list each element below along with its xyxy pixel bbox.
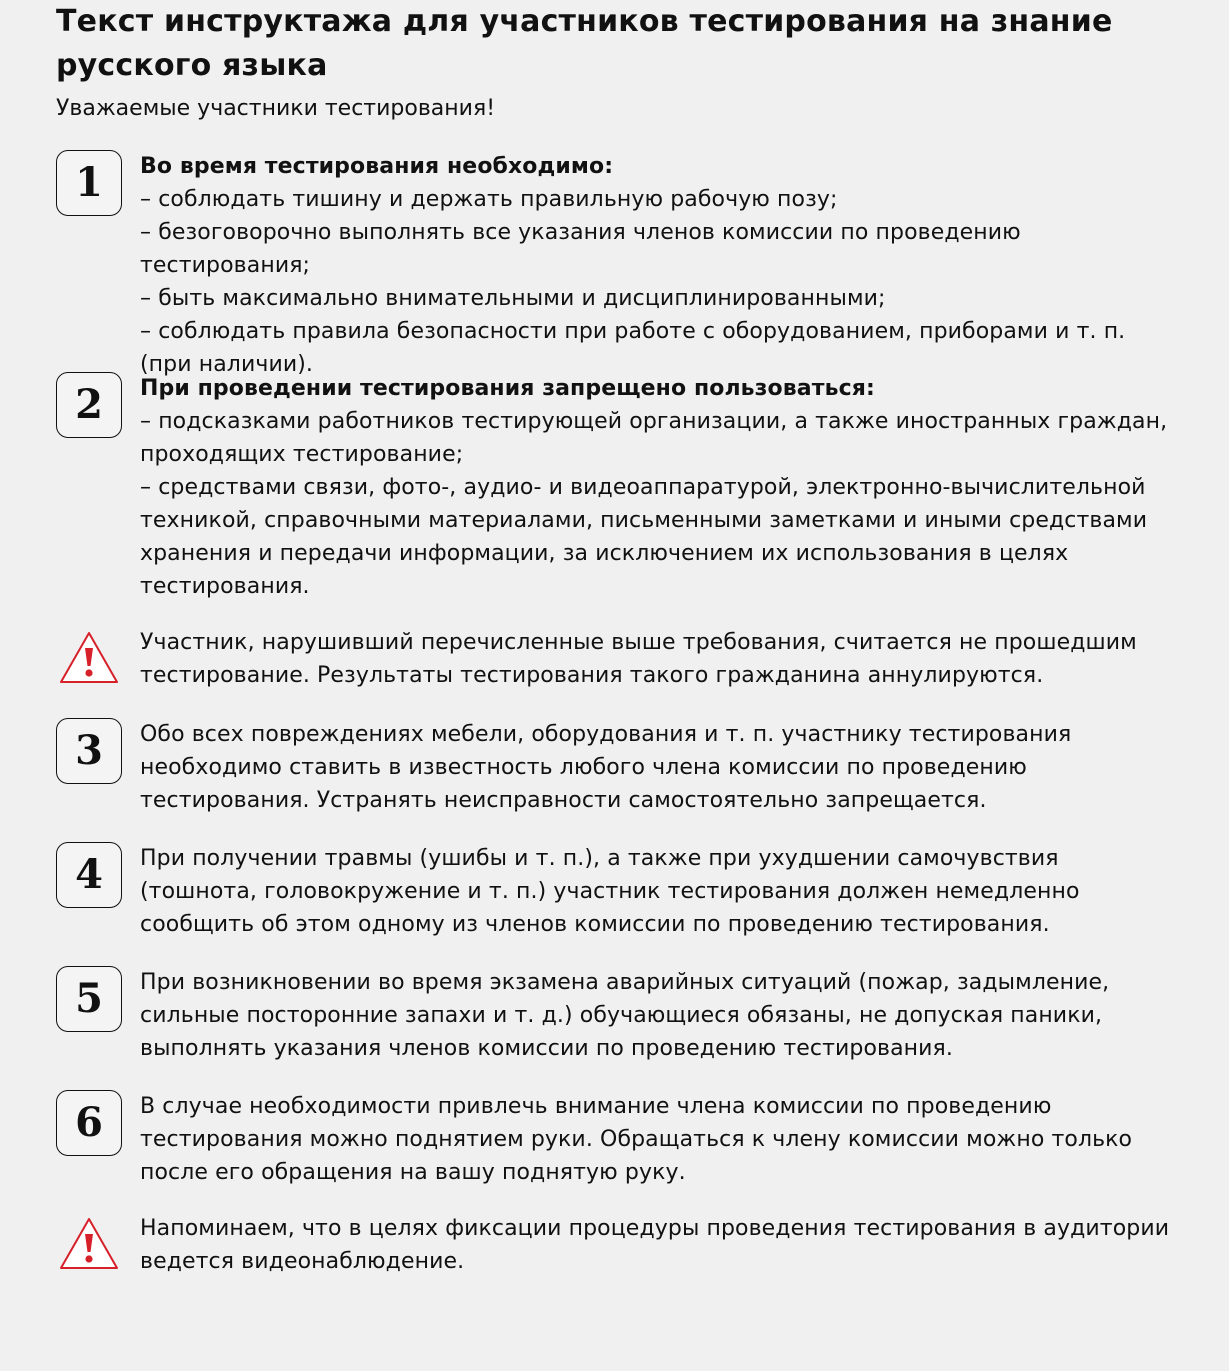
item-line: – соблюдать тишину и держать правильную рабочую позу; bbox=[140, 187, 838, 212]
item-line: – подсказками работников тестирующей организации, а также иностранных граждан, проходящих тестирование; bbox=[140, 409, 1168, 467]
item-text: Напоминаем, что в целях фиксации процедуры проведения тестирования в аудитории ведется видеонаблюдение. bbox=[140, 1216, 1170, 1274]
page-title: Текст инструктажа для участников тестирования на знание русского языка bbox=[56, 4, 1113, 83]
item-text bbox=[140, 372, 1180, 603]
warning-triangle-icon bbox=[58, 1216, 120, 1272]
item-line: – быть максимально внимательными и дисциплинированными; bbox=[140, 286, 886, 311]
item-line: – безоговорочно выполнять все указания членов комиссии по проведению тестирования; bbox=[140, 220, 1021, 278]
number-3-icon: 3 bbox=[56, 718, 122, 784]
greeting: Уважаемые участники тестирования! bbox=[56, 96, 496, 121]
item-heading: Во время тестирования необходимо: bbox=[140, 154, 614, 179]
warning-triangle-icon bbox=[58, 630, 120, 686]
item-text: При возникновении во время экзамена аварийных ситуаций (пожар, задымление, сильные посторонние запахи и т. д.) обучающиеся обязаны, не допуская паники, выполнять указания членов комиссии по проведению тестирования. bbox=[140, 970, 1110, 1061]
number-6-icon: 6 bbox=[56, 1090, 122, 1156]
item-text bbox=[140, 150, 1180, 381]
item-text: Участник, нарушивший перечисленные выше требования, считается не прошедшим тестирование. Результаты тестирования такого гражданина аннулируются. bbox=[140, 630, 1137, 688]
number-5-icon: 5 bbox=[56, 966, 122, 1032]
item-text: В случае необходимости привлечь внимание члена комиссии по проведению тестирования можно поднятием руки. Обращаться к члену комиссии можно только после его обращения на вашу поднятую руку. bbox=[140, 1094, 1133, 1185]
number-4-icon: 4 bbox=[56, 842, 122, 908]
instruction-page bbox=[56, 0, 1176, 1274]
item-text: При получении травмы (ушибы и т. п.), а также при ухудшении самочувствия (тошнота, головокружение и т. п.) участник тестирования должен немедленно сообщить об этом одному из членов комиссии по проведению тестирования. bbox=[140, 846, 1080, 937]
item-heading: При проведении тестирования запрещено пользоваться: bbox=[140, 376, 875, 401]
item-line: – соблюдать правила безопасности при работе с оборудованием, приборами и т. п. (при наличии). bbox=[140, 319, 1126, 377]
item-line: – средствами связи, фото-, аудио- и видеоаппаратурой, электронно-вычислительной техникой, справочными материалами, письменными заметками и иными средствами хранения и передачи информации, за исключением их использования в целях тестирования. bbox=[140, 475, 1148, 599]
item-text: Обо всех повреждениях мебели, оборудования и т. п. участнику тестирования необходимо ставить в известность любого члена комиссии по проведению тестирования. Устранять неисправности самостоятельно запрещается. bbox=[140, 722, 1072, 813]
number-1-icon: 1 bbox=[56, 150, 122, 216]
number-2-icon: 2 bbox=[56, 372, 122, 438]
